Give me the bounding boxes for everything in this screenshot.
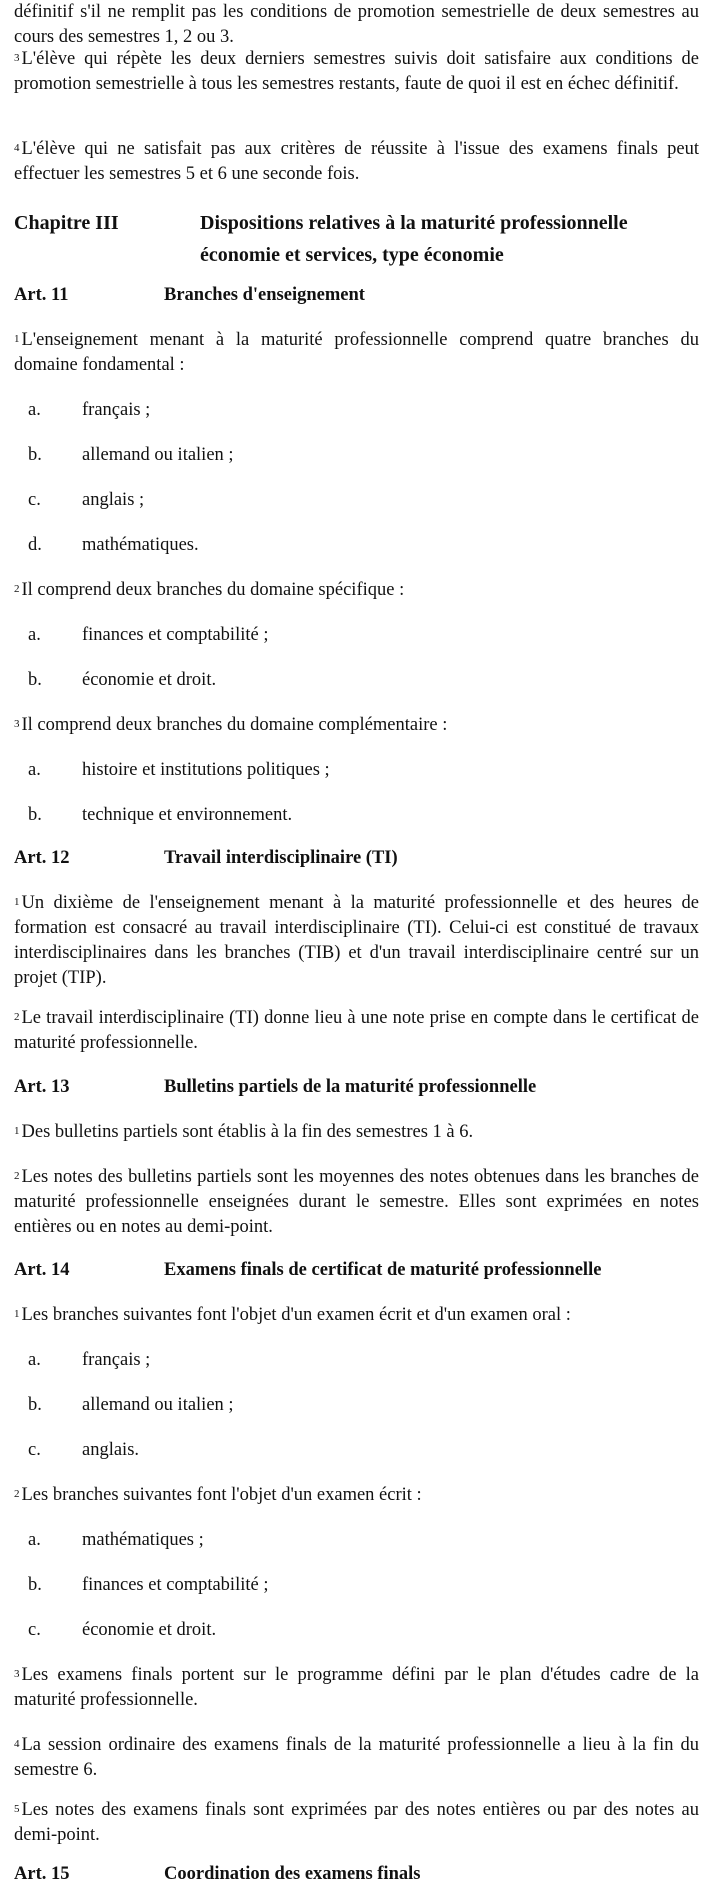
paragraph-text: Les notes des bulletins partiels sont les moyennes des notes obtenues dans les branches de maturité professionnelle enseignées durant le semestre. Elles sont exprimées en notes entières ou en notes au demi-point. [14, 1167, 699, 1237]
article-heading [14, 1258, 699, 1283]
paragraph [14, 1303, 699, 1328]
paragraph [14, 1006, 699, 1056]
list [14, 1348, 699, 1373]
paragraph-number: 5 [14, 1803, 20, 1815]
list-item-text: allemand ou italien ; [82, 1395, 234, 1415]
list-item-letter: b. [28, 445, 42, 465]
paragraph-number: 1 [14, 333, 20, 345]
paragraph [14, 1165, 699, 1240]
list-item-letter: a. [28, 760, 41, 780]
paragraph-text: Le travail interdisciplinaire (TI) donne lieu à une note prise en compte dans le certificat de maturité professionnelle. [14, 1008, 699, 1053]
chapter-heading [14, 207, 699, 271]
list-item [14, 1393, 699, 1418]
list-item-letter: a. [28, 1530, 41, 1550]
article-number: Art. 15 [14, 1864, 70, 1884]
article-title: Travail interdisciplinaire (TI) [164, 848, 398, 868]
list-item-text: mathématiques ; [82, 1530, 204, 1550]
paragraph-text: Un dixième de l'enseignement menant à la maturité professionnelle et des heures de formation est consacré au travail interdisciplinaire (TI). Celui-ci est constitué de travaux interdisciplinaires dans les branches (TIB) et d'un travail interdisciplinaire centré sur un projet (TIP). [14, 893, 699, 988]
chapter-title: Dispositions relatives à la maturité professionnelle économie et services, type économie [200, 212, 628, 266]
paragraph [14, 1798, 699, 1848]
paragraph-number: 1 [14, 896, 20, 908]
list-item-letter: a. [28, 625, 41, 645]
list-item [14, 533, 699, 558]
list-item-text: économie et droit. [82, 1620, 217, 1640]
paragraph-text: L'élève qui répète les deux derniers semestres suivis doit satisfaire aux conditions de promotion semestrielle à tous les semestres restants, faute de quoi il est en échec définitif. [14, 49, 699, 94]
paragraph-text: La session ordinaire des examens finals de la maturité professionnelle a lieu à la fin du semestre 6. [14, 1735, 699, 1780]
chapter-number: Chapitre III [14, 212, 119, 234]
list-item [14, 1573, 699, 1598]
list-item-letter: c. [28, 490, 41, 510]
list-item-letter: a. [28, 1350, 41, 1370]
list-item-text: anglais. [82, 1440, 140, 1460]
article-number: Art. 12 [14, 848, 70, 868]
list [14, 1573, 699, 1598]
list-item [14, 1528, 699, 1553]
list-item [14, 488, 699, 513]
list-item-letter: a. [28, 400, 41, 420]
paragraph-text: Les branches suivantes font l'objet d'un examen écrit : [21, 1485, 422, 1505]
list [14, 1393, 699, 1418]
list-item-letter: b. [28, 1575, 42, 1595]
list [14, 803, 699, 828]
list-item [14, 758, 699, 783]
list [14, 668, 699, 693]
paragraph [14, 47, 699, 97]
article-number: Art. 13 [14, 1077, 70, 1097]
list [14, 623, 699, 648]
paragraph [14, 1483, 699, 1508]
list [14, 1528, 699, 1553]
paragraph [14, 713, 699, 738]
list-item [14, 1438, 699, 1463]
paragraph-number: 2 [14, 583, 20, 595]
article-title: Examens finals de certificat de maturité professionnelle [164, 1260, 602, 1280]
article-heading [14, 846, 699, 871]
list-item [14, 443, 699, 468]
list-item-letter: b. [28, 1395, 42, 1415]
paragraph-number: 2 [14, 1488, 20, 1500]
paragraph [14, 578, 699, 603]
list-item [14, 1348, 699, 1373]
paragraph [14, 1663, 699, 1713]
paragraph [14, 0, 699, 50]
list-item-text: français ; [82, 400, 151, 420]
paragraph-number: 4 [14, 1738, 20, 1750]
paragraph-number: 2 [14, 1011, 20, 1023]
article-heading [14, 1862, 699, 1887]
list-item-letter: c. [28, 1440, 41, 1460]
paragraph-text: L'enseignement menant à la maturité professionnelle comprend quatre branches du domaine fondamental : [14, 330, 699, 375]
list [14, 758, 699, 783]
list-item-letter: d. [28, 535, 42, 555]
article-title: Coordination des examens finals [164, 1864, 421, 1884]
article-heading [14, 1075, 699, 1100]
paragraph-number: 3 [14, 718, 20, 730]
list-item-text: économie et droit. [82, 670, 217, 690]
paragraph-text: Des bulletins partiels sont établis à la fin des semestres 1 à 6. [21, 1122, 474, 1142]
paragraph-number: 1 [14, 1125, 20, 1137]
list [14, 1438, 699, 1463]
list-item [14, 623, 699, 648]
paragraph-number: 4 [14, 142, 20, 154]
list-item-text: technique et environnement. [82, 805, 293, 825]
list-item [14, 1618, 699, 1643]
paragraph [14, 1733, 699, 1783]
article-number: Art. 14 [14, 1260, 70, 1280]
paragraph-text: Les branches suivantes font l'objet d'un examen écrit et d'un examen oral : [21, 1305, 571, 1325]
list-item-text: histoire et institutions politiques ; [82, 760, 330, 780]
list-item-letter: c. [28, 1620, 41, 1640]
list-item-text: mathématiques. [82, 535, 199, 555]
list-item-text: français ; [82, 1350, 151, 1370]
paragraph [14, 1120, 699, 1145]
paragraph-text: Il comprend deux branches du domaine complémentaire : [21, 715, 448, 735]
list [14, 443, 699, 468]
list-item [14, 398, 699, 423]
list-item-text: allemand ou italien ; [82, 445, 234, 465]
paragraph [14, 137, 699, 187]
article-heading [14, 283, 699, 308]
list-item-text: anglais ; [82, 490, 145, 510]
list [14, 1618, 699, 1643]
paragraph-number: 1 [14, 1308, 20, 1320]
article-title: Branches d'enseignement [164, 285, 365, 305]
paragraph-text: définitif s'il ne remplit pas les conditions de promotion semestrielle de deux semestres au cours des semestres 1, 2 ou 3. [14, 2, 699, 47]
paragraph-number: 3 [14, 1668, 20, 1680]
list-item-letter: b. [28, 805, 42, 825]
article-title: Bulletins partiels de la maturité professionnelle [164, 1077, 537, 1097]
list-item-text: finances et comptabilité ; [82, 625, 269, 645]
list [14, 398, 699, 423]
list [14, 533, 699, 558]
list-item-text: finances et comptabilité ; [82, 1575, 269, 1595]
paragraph [14, 891, 699, 991]
paragraph-text: Il comprend deux branches du domaine spécifique : [21, 580, 405, 600]
paragraph-text: L'élève qui ne satisfait pas aux critères de réussite à l'issue des examens finals peut effectuer les semestres 5 et 6 une seconde fois. [14, 139, 699, 184]
paragraph-text: Les notes des examens finals sont exprimées par des notes entières ou par des notes au demi-point. [14, 1800, 699, 1845]
paragraph-number: 2 [14, 1170, 20, 1182]
list-item-letter: b. [28, 670, 42, 690]
list-item [14, 803, 699, 828]
article-number: Art. 11 [14, 285, 69, 305]
paragraph-number: 3 [14, 52, 20, 64]
paragraph-text: Les examens finals portent sur le programme défini par le plan d'études cadre de la maturité professionnelle. [14, 1665, 699, 1710]
paragraph [14, 328, 699, 378]
list-item [14, 668, 699, 693]
list [14, 488, 699, 513]
